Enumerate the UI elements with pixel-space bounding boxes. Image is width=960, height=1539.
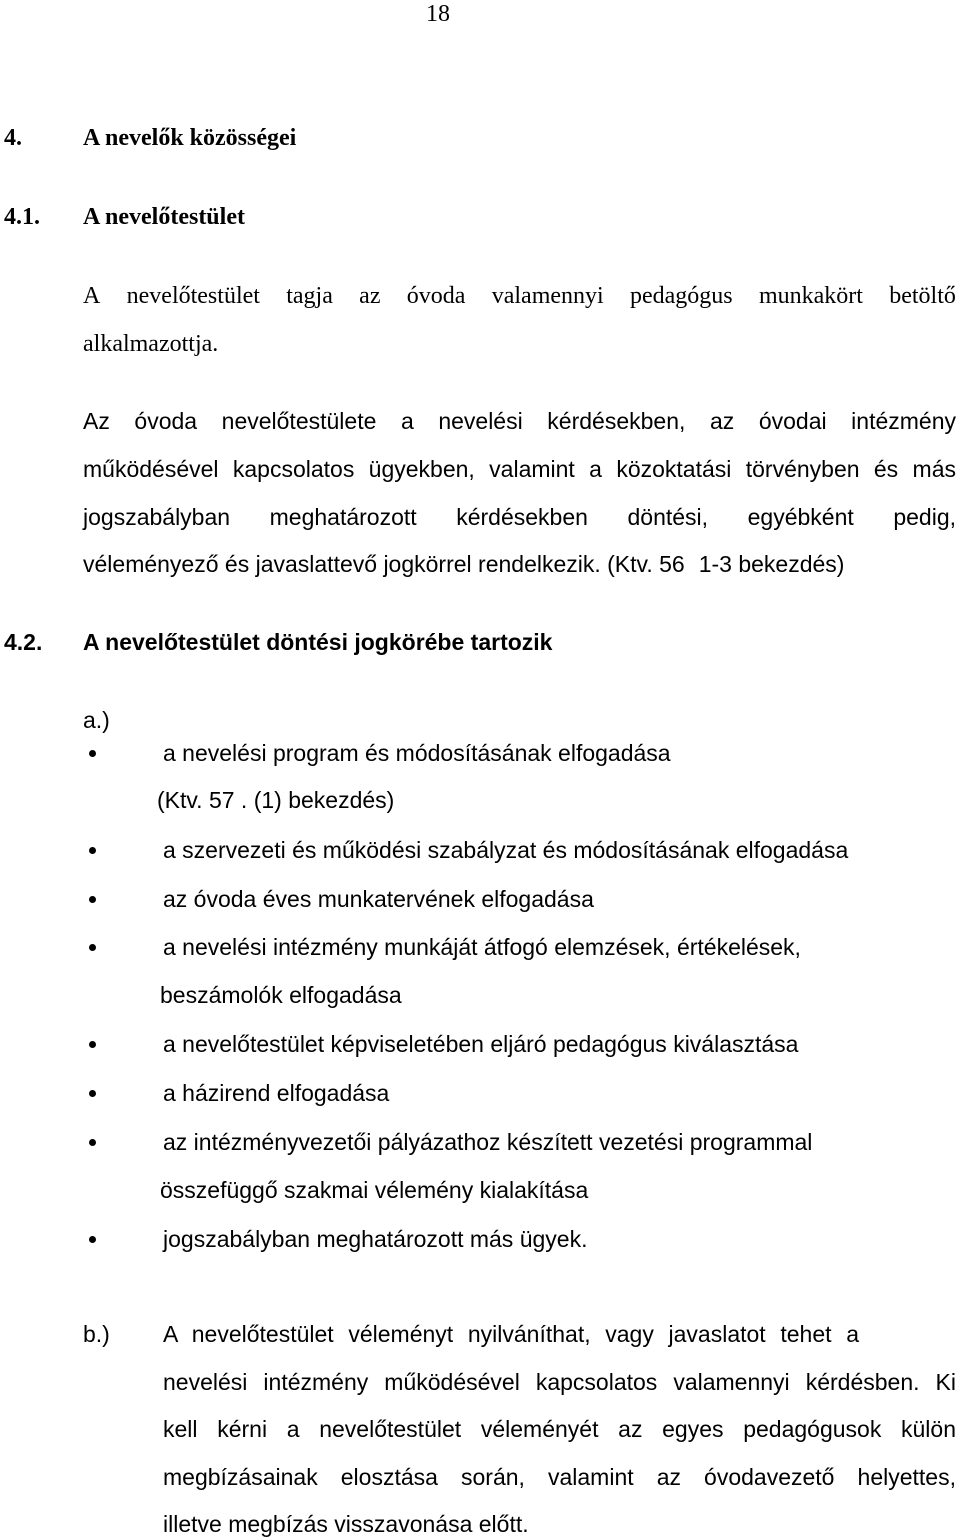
list-b-line-4: megbízásainak elosztása során, valamint az óvodavezető helyettes, [163, 1464, 956, 1490]
paragraph-2-line-4-text: véleményező és javaslattevő jogkörrel rendelkezik. (Ktv. 56 [83, 551, 685, 577]
list-a-label: a.) [83, 707, 110, 733]
list-b-line-1: A nevelőtestület véleményt nyilváníthat, vagy javaslatot tehet a [163, 1321, 859, 1347]
list-item: jogszabályban meghatározott más ügyek. [163, 1226, 588, 1252]
section-4-1-title: A nevelőtestület [83, 204, 245, 230]
word: munkakört [758, 283, 863, 309]
bullet-icon [89, 1236, 96, 1243]
list-item-continuation: beszámolók elfogadása [160, 982, 402, 1008]
bullet-icon [89, 896, 96, 903]
word: tagja [286, 283, 333, 309]
bullet-icon [89, 944, 96, 951]
list-item: a nevelési intézmény munkáját átfogó elemzések, értékelések, [163, 934, 801, 960]
list-item: a szervezeti és működési szabályzat és módosításának elfogadása [163, 837, 849, 863]
paragraph-2-line-3: jogszabályban meghatározott kérdésekben döntési, egyébként pedig, [83, 504, 956, 530]
section-4-1-number: 4.1. [4, 204, 40, 230]
paragraph-2-line-4-ref: 1-3 bekezdés) [698, 551, 845, 577]
list-item-continuation: (Ktv. 57 . (1) bekezdés) [157, 787, 395, 813]
word: pedagógus [630, 283, 733, 309]
list-item: a házirend elfogadása [163, 1080, 390, 1106]
paragraph-2-line-1: Az óvoda nevelőtestülete a nevelési kérdésekben, az óvodai intézmény [83, 408, 956, 434]
list-item: a nevelőtestület képviseletében eljáró pedagógus kiválasztása [163, 1031, 799, 1057]
list-item: az óvoda éves munkatervének elfogadása [163, 886, 594, 912]
bullet-icon [89, 1041, 96, 1048]
paragraph-1-line-1 [83, 282, 956, 310]
paragraph-2-line-4 [83, 550, 844, 578]
section-4-2-title: A nevelőtestület döntési jogkörébe tartozik [83, 629, 553, 655]
section-4-2-number: 4.2. [4, 629, 43, 655]
paragraph-1-line-2: alkalmazottja. [83, 331, 219, 357]
bullet-icon [89, 750, 96, 757]
bullet-icon [89, 1090, 96, 1097]
list-item-continuation: összefüggő szakmai vélemény kialakítása [160, 1177, 589, 1203]
list-item: az intézményvezetői pályázathoz készített vezetési programmal [163, 1129, 813, 1155]
word: A [83, 283, 101, 309]
word: óvoda [406, 283, 466, 309]
section-4-title: A nevelők közösségei [83, 125, 297, 151]
list-b-line-2: nevelési intézmény működésével kapcsolatos valamennyi kérdésben. Ki [163, 1369, 956, 1395]
bullet-icon [89, 1139, 96, 1146]
list-b-line-5: illetve megbízás visszavonása előtt. [163, 1511, 529, 1537]
list-b-label: b.) [83, 1321, 110, 1347]
page-number: 18 [426, 1, 450, 27]
list-item: a nevelési program és módosításának elfogadása [163, 740, 671, 766]
word: nevelőtestület [126, 283, 260, 309]
word: az [359, 283, 381, 309]
section-4-number: 4. [4, 125, 22, 151]
list-b-line-3: kell kérni a nevelőtestület véleményét az egyes pedagógusok külön [163, 1416, 956, 1442]
bullet-icon [89, 847, 96, 854]
paragraph-2-line-2: működésével kapcsolatos ügyekben, valamint a közoktatási törvényben és más [83, 456, 956, 482]
word: valamennyi [491, 283, 604, 309]
word: betöltő [889, 283, 956, 309]
